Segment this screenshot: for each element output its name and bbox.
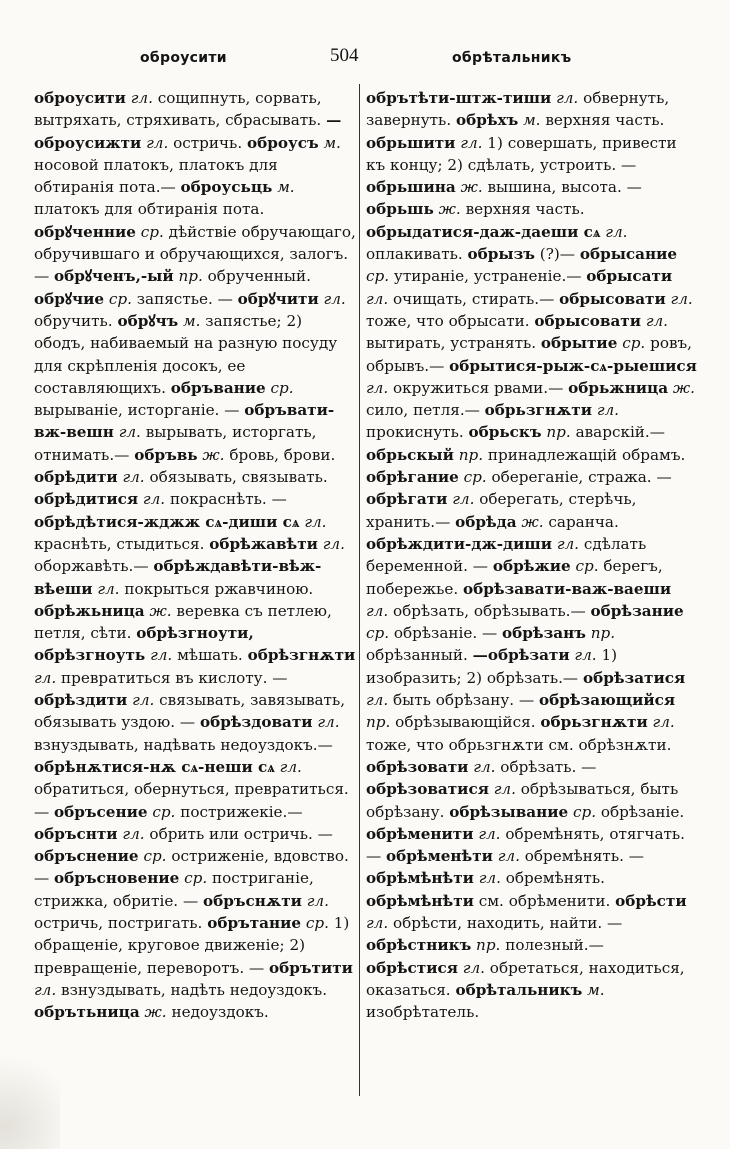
grammar-label: гл. (323, 289, 346, 308)
definition-text: оборжавѣть.— (34, 557, 154, 576)
definition-text: тоже, что обрысати. (366, 311, 535, 330)
headword: обръвати-вж-вешн (34, 401, 335, 442)
definition-text: сощипнуть, сорвать, (157, 89, 322, 107)
grammar-label: гл. (317, 713, 340, 732)
headword: обрѣзывание (449, 802, 569, 821)
headword: обрътание (207, 913, 302, 932)
definition-text: обремѣнять, отягчать. — (366, 824, 686, 866)
grammar-label: гл. (366, 289, 389, 308)
entry-segment (34, 825, 333, 843)
grammar-label: пр. (178, 267, 203, 286)
entry-segment (366, 936, 604, 954)
running-head-right: обрѣтальникъ (452, 50, 572, 66)
definition-text: очищать, стирать.— (393, 289, 560, 308)
definition-text: сило, петля.— (366, 401, 485, 420)
grammar-label: м. (587, 980, 605, 999)
grammar-label: гл. (366, 378, 389, 397)
entry-segment (468, 245, 580, 263)
definition-text: покрыться ржавчиною. (124, 579, 314, 598)
grammar-label: ср. (140, 222, 164, 241)
headword: обрѣзающийся (538, 691, 676, 710)
definition-text: берегъ, побережье. (366, 557, 663, 598)
definition-text: обвернуть, завернуть. (366, 89, 670, 130)
headword: обрѣзатися (582, 668, 686, 687)
entry-segment (134, 446, 335, 464)
headword: обрѣстися (366, 958, 458, 977)
grammar-label: ж. (521, 512, 544, 531)
grammar-label: гл. (670, 289, 693, 308)
grammar-label: гл. (366, 601, 389, 620)
headword: обрѣжавѣти (209, 534, 318, 553)
headword: обрѣздити (34, 691, 128, 710)
grammar-label: ср. (184, 869, 208, 888)
entry-segment (366, 200, 585, 218)
headword: обрѣдити (34, 468, 118, 487)
definition-text: для обтиранія пота.— (34, 155, 278, 197)
headword: обрѣмѣнѣти (366, 869, 474, 888)
headword: обрьшити (366, 133, 456, 152)
grammar-label: гл. (34, 668, 57, 687)
headword: обрѣзгноути, обрѣзгноуть (34, 624, 254, 665)
page-number: 504 (330, 45, 359, 66)
grammar-label: пр. (366, 713, 391, 732)
headword: обрысовати (534, 311, 641, 330)
headword: оброусити (34, 89, 126, 107)
definition-text: обрѣзываться, быть обрѣзану. (366, 780, 679, 821)
definition-text: обрученный. (207, 267, 311, 286)
definition-text: обремѣнять. — (524, 847, 644, 866)
definition-text: взнуздывать, надѣть недоуздокъ. (61, 980, 328, 999)
grammar-label: гл. (306, 891, 329, 910)
entry-segment (54, 267, 311, 285)
definition-text: ровъ, обрывъ.— (366, 334, 693, 375)
grammar-label: гл. (478, 869, 501, 888)
grammar-label: ср. (463, 468, 487, 487)
grammar-label: гл. (652, 713, 675, 732)
headword: обрьскъ (468, 423, 542, 442)
headword: обрызъ (467, 245, 535, 264)
grammar-label: гл. (304, 512, 327, 531)
entry-segment (34, 1003, 269, 1021)
definition-text: связывать, завязывать, обязывать уздою. — (34, 691, 346, 732)
headword: обрꙋчити (237, 289, 319, 308)
definition-text: остричь. (173, 133, 247, 152)
headword: обръснти (34, 824, 118, 843)
headword: обрѣжие (492, 557, 571, 576)
definition-text: сдѣлать беременной. — (366, 534, 647, 576)
definition-text: верхняя часть. (465, 200, 585, 219)
grammar-label: ср. (108, 289, 132, 308)
definition-text: изобрѣтатель. (366, 1003, 480, 1022)
grammar-label: гл. (34, 980, 57, 999)
entry-segment (455, 513, 619, 531)
headword: обрѣзгнѫти (247, 646, 356, 665)
grammar-label: ср. (366, 624, 390, 643)
grammar-label: гл. (366, 691, 389, 710)
headword: обръсновение (54, 869, 180, 888)
definition-text: недоуздокъ. (171, 1003, 269, 1022)
running-head-left: оброусити (140, 50, 227, 66)
headword: обрѣсти (615, 891, 687, 910)
right-column (366, 87, 698, 1023)
definition-text: обрѣзаніе. — (393, 624, 503, 643)
page-header (0, 44, 730, 74)
entry-segment (449, 803, 684, 821)
grammar-label: м. (183, 311, 201, 330)
headword: оброусъ (246, 133, 319, 152)
definition-text: обрѣзаніе. (600, 802, 685, 821)
entry-segment (386, 847, 644, 865)
headword: обрѣтальникъ (455, 980, 583, 999)
definition-text: обретаться, находиться, оказаться. (366, 958, 685, 999)
grammar-label: ср. (572, 802, 597, 821)
definition-text: принадлежащій обрамъ. (487, 445, 686, 464)
definition-text: аварскій.— (575, 423, 665, 442)
headword: обрѣждити-дж-диши (366, 534, 552, 553)
grammar-label: пр. (546, 423, 571, 442)
definition-text: обязывать, связывать. (149, 468, 328, 487)
definition-text: дѣйствіе обручающаго, обручившаго и обручающихся, (34, 222, 356, 264)
headword: обрътьница (34, 1003, 140, 1022)
definition-text: мѣшать. (177, 646, 248, 665)
headword: обрѣгати (366, 490, 448, 509)
headword: обрѣхъ (455, 111, 519, 130)
grammar-label: гл. (493, 780, 516, 799)
grammar-label: гл. (497, 847, 520, 866)
headword: обрысание (579, 245, 678, 264)
headword: обрьшь (366, 200, 434, 219)
definition-text: вытряхать, стряхивать, сбрасывать. (34, 111, 327, 130)
grammar-label: м. (323, 133, 341, 152)
headword: обрътити (269, 958, 353, 977)
entry-segment (366, 468, 672, 486)
headword: обрѣзоватися (366, 780, 489, 799)
definition-text: взнуздывать, надѣвать недоуздокъ.— (34, 735, 333, 754)
definition-text: утираніе, устраненіе.— (393, 267, 587, 286)
grammar-label: ж. (460, 178, 483, 197)
grammar-label: ж. (438, 200, 461, 219)
grammar-label: м. (523, 111, 541, 130)
definition-text: обратиться, обернуться, превратиться. — (34, 780, 349, 821)
grammar-label: гл. (122, 468, 145, 487)
definition-text: окружиться рвами.— (393, 378, 569, 397)
headword: обрꙋченние (34, 222, 136, 241)
grammar-label: гл. (366, 913, 389, 932)
definition-text: тоже, что обрьзгнѫти см. обрѣзнѫти. (366, 735, 672, 754)
headword: обрѣнѫтися-нѫ сѧ-неши сѧ (34, 757, 275, 776)
definition-text: платокъ для обтиранія пота. (34, 200, 265, 219)
grammar-label: гл. (473, 757, 496, 776)
definition-text: залогъ.— (34, 245, 349, 286)
grammar-label: гл. (462, 958, 485, 977)
headword: обрѣда (455, 512, 517, 531)
definition-text: обручить. (34, 311, 118, 330)
grammar-label: гл. (596, 401, 620, 420)
headword: обрътѣти-штж-тиши (366, 89, 552, 107)
headword: обрѣзовати (366, 757, 469, 776)
grammar-label: ж. (202, 445, 225, 464)
grammar-label: гл. (460, 133, 483, 152)
grammar-label: ж. (149, 601, 172, 620)
headword: обрꙋченъ,-ый (54, 267, 174, 286)
headword: обрысати (586, 267, 673, 286)
entry-segment (34, 111, 326, 129)
grammar-label: ср. (270, 378, 294, 397)
headword: обрытися-рыж-сѧ-рыешися (449, 356, 697, 375)
grammar-label: м. (277, 178, 295, 197)
headword: обръвание (170, 378, 266, 397)
definition-text: покраснѣть. — (169, 490, 287, 509)
grammar-label: гл. (322, 534, 345, 553)
definition-text: (?)— (539, 245, 580, 264)
entry-segment (366, 446, 685, 464)
headword: обрысовати (559, 289, 666, 308)
entry-segment (366, 892, 615, 910)
headword: обрьзгнѫти (484, 401, 592, 420)
entry-segment (366, 134, 677, 174)
definition-text: саранча. (548, 512, 619, 531)
headword: —оброусижти (34, 111, 342, 152)
entry-segment (469, 423, 665, 441)
definition-text: быть обрѣзану. — (393, 691, 539, 710)
headword: обрꙋчие (34, 289, 105, 308)
grammar-label: пр. (590, 624, 616, 643)
headword: обрѣстникъ (366, 936, 472, 955)
definition-text: краснѣть, стыдиться. (34, 534, 210, 553)
entry-segment (34, 290, 238, 308)
headword: обрѣгание (366, 468, 459, 487)
headword: обрыдатися-даж-даеши сѧ (366, 222, 601, 241)
grammar-label: гл. (130, 89, 153, 107)
definition-text: остриженіе, вдовство.— (34, 847, 349, 888)
left-column (34, 87, 356, 1023)
headword: —обрѣзати (472, 646, 570, 665)
grammar-label: ж. (672, 378, 695, 397)
grammar-label: гл. (605, 222, 628, 241)
definition-text: обрѣзать, обрѣзывать.— (393, 601, 591, 620)
definition-text: полезный.— (505, 936, 604, 955)
entry-segment (366, 758, 596, 776)
headword: обръснение (34, 847, 139, 866)
entry-segment (366, 178, 642, 196)
definition-text: обремѣнять. (505, 869, 605, 888)
grammar-label: ср. (366, 267, 390, 286)
grammar-label: ср. (152, 802, 176, 821)
grammar-label: гл. (478, 824, 501, 843)
definition-text: бровь, брови. (229, 445, 336, 464)
definition-text: обрѣсти, находить, найти. — (393, 913, 623, 932)
definition-text: остричь, постригать. (34, 913, 208, 932)
headword: обрьшина (366, 178, 456, 197)
headword: обрьзгнѫти (540, 713, 648, 732)
grammar-label: гл. (452, 490, 475, 509)
definition-text: 1) изобразить; 2) обрѣзать.— (366, 646, 618, 687)
definition-text: обрѣзывающійся. (395, 713, 541, 732)
definition-text: превратиться въ кислоту. — (61, 668, 288, 687)
definition-text: оплакивать. (366, 245, 468, 264)
grammar-label: гл. (556, 89, 579, 107)
headword: обрѣздовати (199, 713, 313, 732)
grammar-label: гл. (132, 691, 155, 710)
headword: обръснѫти (202, 891, 302, 910)
definition-text: 1) обращеніе, круговое движеніе; 2) превращеніе, переворотъ. — (34, 913, 350, 977)
headword: обрьскый (366, 445, 454, 464)
headword: обрѣзавати-важ-ваеши (463, 579, 672, 598)
entry-segment (34, 490, 287, 508)
headword: обръсение (54, 802, 148, 821)
definition-text: запястье; 2) ободъ, набиваемый на разную посуду для скрѣпленія досокъ, ее составляющихъ. (34, 311, 338, 397)
definition-text: вышина, высота. — (487, 178, 642, 197)
grammar-label: ср. (575, 557, 599, 576)
grammar-label: ж. (144, 1003, 167, 1022)
definition-text: оберегать, стерѣчь, хранить.— (366, 490, 637, 531)
definition-text: вытирать, устранять. (366, 334, 541, 353)
entry-segment (456, 111, 664, 129)
entry-segment (366, 869, 605, 887)
grammar-label: гл. (556, 534, 580, 553)
definition-text: носовой платокъ, платокъ (34, 155, 250, 174)
grammar-label: гл. (150, 646, 173, 665)
grammar-label: пр. (476, 936, 501, 955)
headword: обръвь (134, 445, 198, 464)
grammar-label: гл. (118, 423, 141, 442)
paper-stain (0, 1040, 60, 1149)
entry-segment (54, 803, 303, 821)
definition-text: обрѣзать. — (500, 757, 597, 776)
definition-text: запястье. — (136, 289, 238, 308)
headword: оброусьць (180, 178, 273, 197)
definition-text: постриганіе, стрижка, обритіе. — (34, 869, 314, 910)
definition-text: пострижекіе.— (180, 802, 303, 821)
grammar-label: ср. (622, 334, 646, 353)
definition-text: обрить или остричь. — (149, 824, 333, 843)
grammar-label: гл. (279, 757, 302, 776)
headword: обрѣменѣти (386, 847, 493, 866)
grammar-label: ср. (143, 847, 167, 866)
grammar-label: гл. (97, 579, 120, 598)
headword: обрѣмѣнѣти (366, 891, 474, 910)
column-divider (359, 84, 360, 1096)
headword: обрытие (540, 334, 618, 353)
grammar-label: гл. (142, 490, 166, 509)
headword: обрѣдѣтися-жджж сѧ-диши сѧ (34, 512, 300, 531)
grammar-label: гл. (574, 646, 597, 665)
headword: обрьжница (568, 378, 669, 397)
headword: обрꙋчъ (117, 311, 179, 330)
entry-segment (34, 468, 328, 486)
headword: обрѣзанъ (502, 624, 586, 643)
definition-text: см. обрѣменити. (478, 891, 616, 910)
definition-text: обрѣзанный. (366, 646, 473, 665)
headword: обрѣзание (590, 601, 684, 620)
grammar-label: пр. (458, 445, 484, 464)
entry-segment (34, 89, 322, 107)
definition-text: вырывать, исторгать, отнимать.— (34, 423, 317, 464)
headword: обрѣдитися (34, 490, 139, 509)
headword: обрѣждавѣти-вѣж-вѣеши (34, 557, 322, 598)
headword: обрѣжьница (34, 601, 145, 620)
grammar-label: гл. (122, 824, 145, 843)
definition-text: 1) совершать, привести къ концу; 2) сдѣлать, устроить. — (366, 133, 677, 174)
grammar-label: гл. (146, 133, 169, 152)
definition-text: веревка съ петлею, петля, сѣти. (34, 601, 332, 643)
headword: обрѣменити (366, 824, 474, 843)
definition-text: вырываніе, исторганіе. — (34, 401, 245, 420)
definition-text: прокиснуть. (366, 423, 469, 442)
definition-text: верхняя часть. (545, 111, 665, 130)
definition-text: обереганіе, стража. — (491, 468, 672, 487)
grammar-label: гл. (645, 311, 668, 330)
grammar-label: ср. (305, 913, 329, 932)
